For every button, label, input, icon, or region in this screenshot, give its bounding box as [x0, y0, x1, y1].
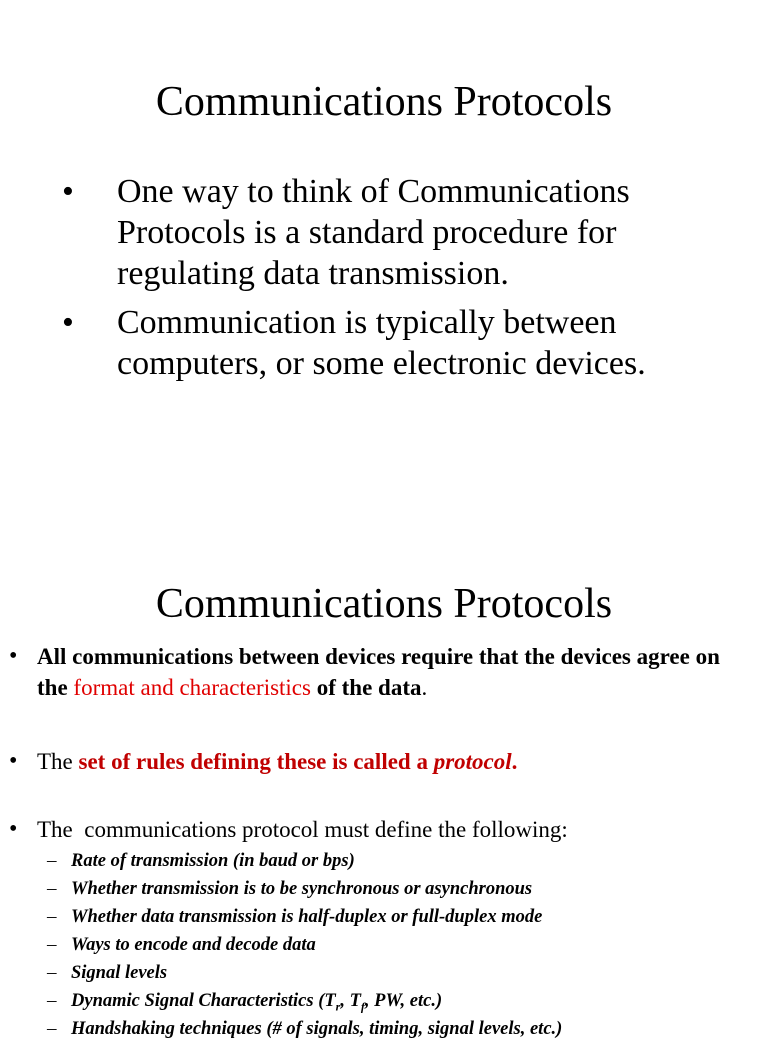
slide-1-title: Communications Protocols — [155, 79, 613, 125]
subscript-r: r — [335, 999, 341, 1014]
bullet-2-pre: The — [37, 749, 79, 774]
bullet-1-post: of the data — [310, 675, 422, 700]
dynamic-post: , PW, etc.) — [364, 991, 443, 1011]
list-item — [0, 875, 768, 903]
list-item — [0, 959, 768, 987]
bullet-2-end: . — [511, 749, 518, 774]
list-item — [0, 847, 768, 875]
bullet-1-pre: All communications between devices require that the devices agree on the — [37, 644, 720, 700]
bullet-icon: • — [62, 304, 74, 341]
list-item-text: Whether transmission is to be synchronous or asynchronous — [71, 879, 533, 899]
list-item-text — [71, 987, 442, 1015]
list-item-text: Signal levels — [71, 963, 168, 983]
bullet-1-highlight: format and characteristics — [73, 675, 311, 700]
slide-2-bullet-1-text — [37, 641, 737, 703]
bullet-2-highlight: set of rules defining these is called a — [78, 749, 434, 774]
list-item-text: Rate of transmission (in baud or bps) — [71, 851, 355, 871]
dash-icon: – — [47, 962, 57, 983]
list-item — [0, 1015, 768, 1043]
bullet-2-italic: protocol — [433, 749, 512, 774]
slide-2-title: Communications Protocols — [155, 581, 613, 627]
slide-1 — [0, 0, 768, 500]
slide-2 — [0, 500, 768, 1039]
dash-icon: – — [47, 850, 57, 871]
bullet-icon: • — [9, 748, 18, 774]
slide-1-bullet-1-text: One way to think of Communications Protocols is a standard procedure for regulating data transmission. — [117, 173, 630, 292]
dash-icon: – — [47, 878, 57, 899]
dash-icon: – — [47, 1018, 57, 1039]
dynamic-pre: Dynamic Signal Characteristics (T — [71, 991, 336, 1011]
slide-2-bullet-2-text — [37, 746, 737, 777]
bullet-icon: • — [9, 643, 18, 669]
list-item — [0, 987, 768, 1015]
bullet-icon: • — [62, 173, 74, 210]
slide-1-bullet-2-text: Communication is typically between computers, or some electronic devices. — [117, 304, 646, 382]
dynamic-mid: , T — [340, 991, 361, 1011]
bullet-icon: • — [9, 816, 18, 842]
list-item — [0, 931, 768, 959]
dash-icon: – — [47, 906, 57, 927]
bullet-1-end: . — [421, 675, 428, 700]
dash-icon: – — [47, 934, 57, 955]
list-item-text: Whether data transmission is half-duplex or full-duplex mode — [71, 907, 543, 927]
list-item-text: Handshaking techniques (# of signals, timing, signal levels, etc.) — [71, 1019, 563, 1039]
subscript-f: f — [360, 999, 365, 1014]
slide-2-bullet-3-text: The communications protocol must define the following: — [37, 817, 568, 842]
list-item — [0, 903, 768, 931]
dash-icon: – — [47, 990, 57, 1011]
list-item-text: Ways to encode and decode data — [71, 935, 316, 955]
